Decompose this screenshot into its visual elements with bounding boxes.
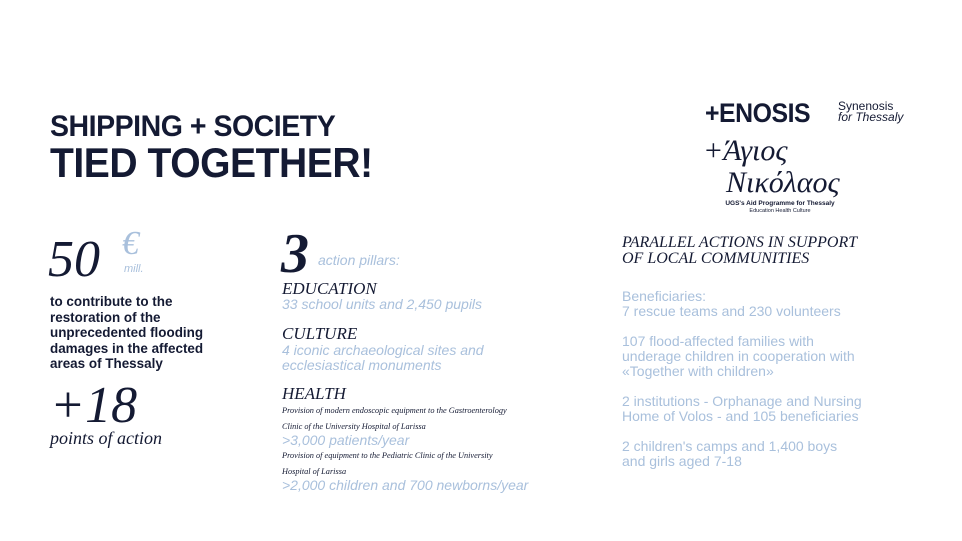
funding-unit: mill. (124, 263, 144, 275)
parallel-item-line: «Together with children» (622, 363, 774, 379)
parallel-item-line: and girls aged 7-18 (622, 453, 742, 469)
points-label: points of action (50, 428, 162, 448)
health-item-2-stat: >2,000 children and 700 newborns/year (282, 477, 529, 493)
synenosis-sublabel: for Thessaly (838, 110, 904, 124)
education-heading: EDUCATION (282, 279, 377, 298)
parallel-item-line: Home of Volos - and 105 beneficiaries (622, 408, 859, 424)
culture-text-line-1: 4 iconic archaeological sites and (282, 342, 484, 358)
agios-logo-line-2: Νικόλαος (726, 166, 840, 199)
culture-text-line-2: ecclesiastical monuments (282, 357, 442, 373)
health-heading: HEALTH (282, 384, 346, 403)
funding-description-line: restoration of the (50, 308, 161, 325)
title-line-1: SHIPPING + SOCIETY (50, 110, 336, 143)
funding-description-line: areas of Thessaly (50, 355, 163, 372)
parallel-item-line: 2 institutions - Orphanage and Nursing (622, 393, 862, 409)
points-count: +18 (50, 377, 138, 434)
education-text: 33 school units and 2,450 pupils (282, 296, 483, 312)
funding-description (50, 294, 232, 372)
pillars-label: action pillars: (318, 252, 400, 268)
health-item-2-line-1: Provision of equipment to the Pediatric Clinic of the University (282, 451, 493, 460)
euro-symbol: € (122, 225, 139, 262)
parallel-item-line: 107 flood-affected families with (622, 333, 814, 349)
parallel-item-line: 7 rescue teams and 230 volunteers (622, 303, 841, 319)
parallel-item-line: 2 children's camps and 1,400 boys (622, 438, 838, 454)
pillars-count: 3 (281, 223, 309, 285)
agios-logo-line-1: +Άγιος (703, 134, 788, 167)
agios-sublabel: UGS's Aid Programme for Thessaly (725, 200, 835, 207)
funding-amount: 50 (48, 231, 100, 288)
health-item-1-line-1: Provision of modern endoscopic equipment to the Gastroenterology (282, 406, 507, 415)
title-line-2: TIED TOGETHER! (50, 139, 373, 186)
enosis-logo: +ENOSIS (705, 98, 811, 128)
parallel-item-line: Beneficiaries: (622, 288, 707, 304)
funding-description-line: to contribute to the (50, 293, 173, 309)
health-item-1-stat: >3,000 patients/year (282, 432, 410, 448)
funding-description-line: damages in the affected (50, 339, 204, 356)
parallel-item-line: underage children in cooperation with (622, 348, 855, 364)
synenosis-label: Synenosis (838, 99, 894, 113)
parallel-heading-line-2: OF LOCAL COMMUNITIES (622, 250, 810, 267)
culture-heading: CULTURE (282, 324, 358, 343)
parallel-heading-line-1: PARALLEL ACTIONS IN SUPPORT (622, 234, 858, 251)
agios-tagline: Education Health Culture (749, 208, 811, 214)
health-item-2-line-2: Hospital of Larissa (282, 467, 347, 476)
health-item-1-line-2: Clinic of the University Hospital of Larissa (282, 422, 426, 431)
funding-description-line: unprecedented flooding (50, 324, 204, 341)
